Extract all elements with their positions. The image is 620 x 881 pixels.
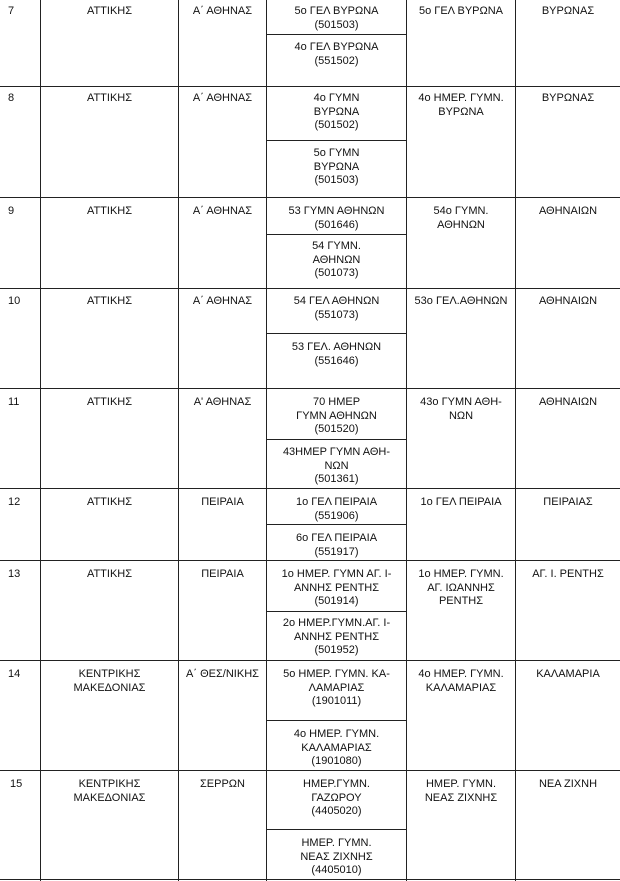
school-line: 5ο ΓΕΛ ΒΥΡΩΝΑ [294, 5, 379, 17]
row-divider [0, 770, 620, 771]
col-divider [40, 0, 41, 881]
school-code: (1901080) [311, 755, 362, 767]
school-line: 5ο ΓΥΜΝ [313, 147, 360, 159]
school-line: ΓΥΜΝ ΑΘΗΝΩΝ [296, 409, 377, 422]
region-cell: ΜΑΚΕΔΟΝΙΑΣ [73, 791, 146, 804]
region-cell: ΑΤΤΙΚΗΣ [86, 295, 133, 307]
school-code: (1901011) [311, 695, 362, 707]
col-divider [178, 0, 179, 881]
row-number: 8 [8, 92, 15, 104]
school-line: 4ο ΗΜΕΡ. ΓΥΜΝ. [293, 728, 380, 740]
new-school-cell: 54ο ΓΥΜΝ. [433, 205, 489, 217]
municipality-cell: ΝΕΑ ΖΙΧΝΗ [538, 778, 598, 790]
region-cell: ΜΑΚΕΔΟΝΙΑΣ [73, 681, 146, 694]
new-school-cell: 43ο ΓΥΜΝ ΑΘΗ- [420, 396, 502, 408]
school-code: (551502) [314, 54, 359, 67]
subcell-divider [266, 611, 406, 612]
school-line: 6ο ΓΕΛ ΠΕΙΡΑΙΑ [295, 532, 378, 544]
col-divider [406, 0, 407, 881]
directorate-cell: ΠΕΙΡΑΙΑ [201, 568, 244, 580]
school-line: 54 ΓΥΜΝ. [312, 240, 361, 252]
school-line: ΚΑΛΑΜΑΡΙΑΣ [301, 741, 372, 754]
region-cell: ΑΤΤΙΚΗΣ [86, 92, 133, 104]
new-school-cell: ΒΥΡΩΝΑ [438, 105, 484, 118]
new-school-cell: 4ο ΗΜΕΡ. ΓΥΜΝ. [418, 92, 504, 104]
row-number: 10 [8, 295, 21, 307]
school-line: 70 ΗΜΕΡ [312, 396, 361, 408]
school-line: ΒΥΡΩΝΑ [313, 105, 360, 118]
directorate-cell: Α΄ ΘΕΣ/ΝΙΚΗΣ [186, 668, 259, 680]
row-divider [0, 560, 620, 561]
school-line: ΝΕΑΣ ΖΙΧΝΗΣ [300, 850, 373, 863]
col-divider [515, 0, 516, 881]
directorate-cell: Α΄ ΑΘΗΝΑΣ [192, 5, 253, 17]
row-divider [0, 288, 620, 289]
school-code: (501361) [314, 473, 359, 485]
new-school-cell: ΝΩΝ [448, 409, 474, 422]
school-code: (4405020) [311, 805, 362, 817]
school-line: 4ο ΓΥΜΝ [313, 92, 360, 104]
new-school-cell: ΗΜΕΡ. ΓΥΜΝ. [425, 778, 497, 790]
municipality-cell: ΒΥΡΩΝΑΣ [541, 5, 595, 17]
school-line: 43ΗΜΕΡ ΓΥΜΝ ΑΘΗ- [282, 446, 391, 458]
school-line: 5ο ΗΜΕΡ. ΓΥΜΝ. ΚΑ- [283, 668, 390, 680]
row-divider [0, 86, 620, 87]
row-number: 14 [8, 668, 21, 680]
directorate-cell: Α' ΑΘΗΝΑΣ [193, 396, 252, 408]
municipality-cell: ΑΓ. Ι. ΡΕΝΤΗΣ [532, 568, 604, 580]
school-line: 1ο ΗΜΕΡ. ΓΥΜΝ ΑΓ. Ι- [281, 568, 392, 580]
school-code: (501520) [314, 423, 359, 435]
subcell-divider [266, 34, 406, 35]
school-code: (4405010) [311, 864, 362, 876]
school-line: ΓΑΖΩΡΟΥ [311, 791, 362, 804]
school-code: (551917) [314, 545, 359, 558]
region-cell: ΑΤΤΙΚΗΣ [86, 568, 133, 580]
new-school-cell: 1ο ΗΜΕΡ. ΓΥΜΝ. [418, 568, 504, 580]
row-number: 13 [8, 568, 21, 580]
row-number: 15 [10, 778, 23, 790]
school-line: 53 ΓΥΜΝ ΑΘΗΝΩΝ [288, 205, 385, 217]
directorate-cell: ΣΕΡΡΩΝ [200, 778, 245, 790]
subcell-divider [266, 829, 406, 830]
new-school-cell: 1ο ΓΕΛ ΠΕΙΡΑΙΑ [420, 496, 502, 508]
region-cell: ΑΤΤΙΚΗΣ [86, 205, 133, 217]
school-line: 2ο ΗΜΕΡ.ΓΥΜΝ.ΑΓ. Ι- [282, 617, 391, 629]
subcell-divider [266, 140, 406, 141]
new-school-cell: 5ο ΓΕΛ ΒΥΡΩΝΑ [419, 5, 503, 17]
row-number: 7 [8, 5, 15, 17]
school-code: (551646) [314, 354, 359, 367]
region-cell: ΑΤΤΙΚΗΣ [86, 496, 133, 508]
directorate-cell: ΠΕΙΡΑΙΑ [201, 496, 244, 508]
school-line: ΝΩΝ [324, 459, 349, 472]
municipality-cell: ΚΑΛΑΜΑΡΙΑ [536, 668, 600, 680]
school-line: 54 ΓΕΛ ΑΘΗΝΩΝ [293, 295, 380, 307]
school-code: (501502) [314, 119, 359, 131]
row-number: 11 [8, 396, 20, 408]
new-school-cell: ΝΕΑΣ ΖΙΧΝΗΣ [424, 791, 498, 804]
municipality-cell: ΑΘΗΝΑΙΩΝ [538, 396, 598, 408]
directorate-cell: Α΄ ΑΘΗΝΑΣ [192, 295, 253, 307]
municipality-cell: ΑΘΗΝΑΙΩΝ [538, 295, 598, 307]
new-school-cell: 4ο ΗΜΕΡ. ΓΥΜΝ. [418, 668, 504, 680]
school-code: (501914) [314, 595, 359, 607]
new-school-cell: ΡΕΝΤΗΣ [438, 595, 484, 607]
region-cell: ΑΤΤΙΚΗΣ [86, 5, 133, 17]
school-line: ΑΝΝΗΣ ΡΕΝΤΗΣ [293, 581, 380, 594]
subcell-divider [266, 524, 406, 525]
school-line: ΛΑΜΑΡΙΑΣ [308, 681, 365, 694]
row-divider [0, 388, 620, 389]
school-code: (551906) [314, 509, 359, 522]
school-line: ΑΘΗΝΩΝ [312, 253, 361, 266]
new-school-cell: 53ο ΓΕΛ.ΑΘΗΝΩΝ [414, 295, 508, 307]
subcell-divider [266, 333, 406, 334]
school-code: (501952) [314, 644, 359, 656]
directorate-cell: Α΄ ΑΘΗΝΑΣ [192, 205, 253, 217]
municipality-cell: ΒΥΡΩΝΑΣ [541, 92, 595, 104]
school-line: 4ο ΓΕΛ ΒΥΡΩΝΑ [294, 41, 379, 53]
subcell-divider [266, 234, 406, 235]
municipality-cell: ΑΘΗΝΑΙΩΝ [538, 205, 598, 217]
new-school-cell: ΚΑΛΑΜΑΡΙΑΣ [425, 681, 497, 694]
school-code: (501073) [314, 267, 359, 279]
school-line: ΑΝΝΗΣ ΡΕΝΤΗΣ [293, 630, 380, 643]
row-divider [0, 660, 620, 661]
new-school-cell: ΑΘΗΝΩΝ [437, 218, 485, 231]
school-code: (501646) [314, 218, 359, 231]
row-number: 9 [8, 205, 15, 217]
subcell-divider [266, 720, 406, 721]
school-line: ΗΜΕΡ.ΓΥΜΝ. [303, 778, 370, 790]
school-code: (551073) [314, 308, 359, 321]
row-number: 12 [8, 496, 21, 508]
row-divider [0, 197, 620, 198]
region-cell: ΚΕΝΤΡΙΚΗΣ [78, 668, 141, 680]
region-cell: ΚΕΝΤΡΙΚΗΣ [78, 778, 141, 790]
row-divider [0, 488, 620, 489]
subcell-divider [266, 439, 406, 440]
school-code: (501503) [314, 18, 359, 31]
school-line: ΗΜΕΡ. ΓΥΜΝ. [301, 837, 372, 849]
directorate-cell: Α΄ ΑΘΗΝΑΣ [192, 92, 253, 104]
school-line: 53 ΓΕΛ. ΑΘΗΝΩΝ [291, 341, 382, 353]
school-line: ΒΥΡΩΝΑ [313, 160, 360, 173]
new-school-cell: ΑΓ. ΙΩΑΝΝΗΣ [427, 581, 495, 594]
municipality-cell: ΠΕΙΡΑΙΑΣ [543, 496, 593, 508]
school-code: (501503) [314, 174, 359, 186]
school-line: 1ο ΓΕΛ ΠΕΙΡΑΙΑ [295, 496, 378, 508]
region-cell: ΑΤΤΙΚΗΣ [86, 396, 133, 408]
row-divider [0, 879, 620, 880]
